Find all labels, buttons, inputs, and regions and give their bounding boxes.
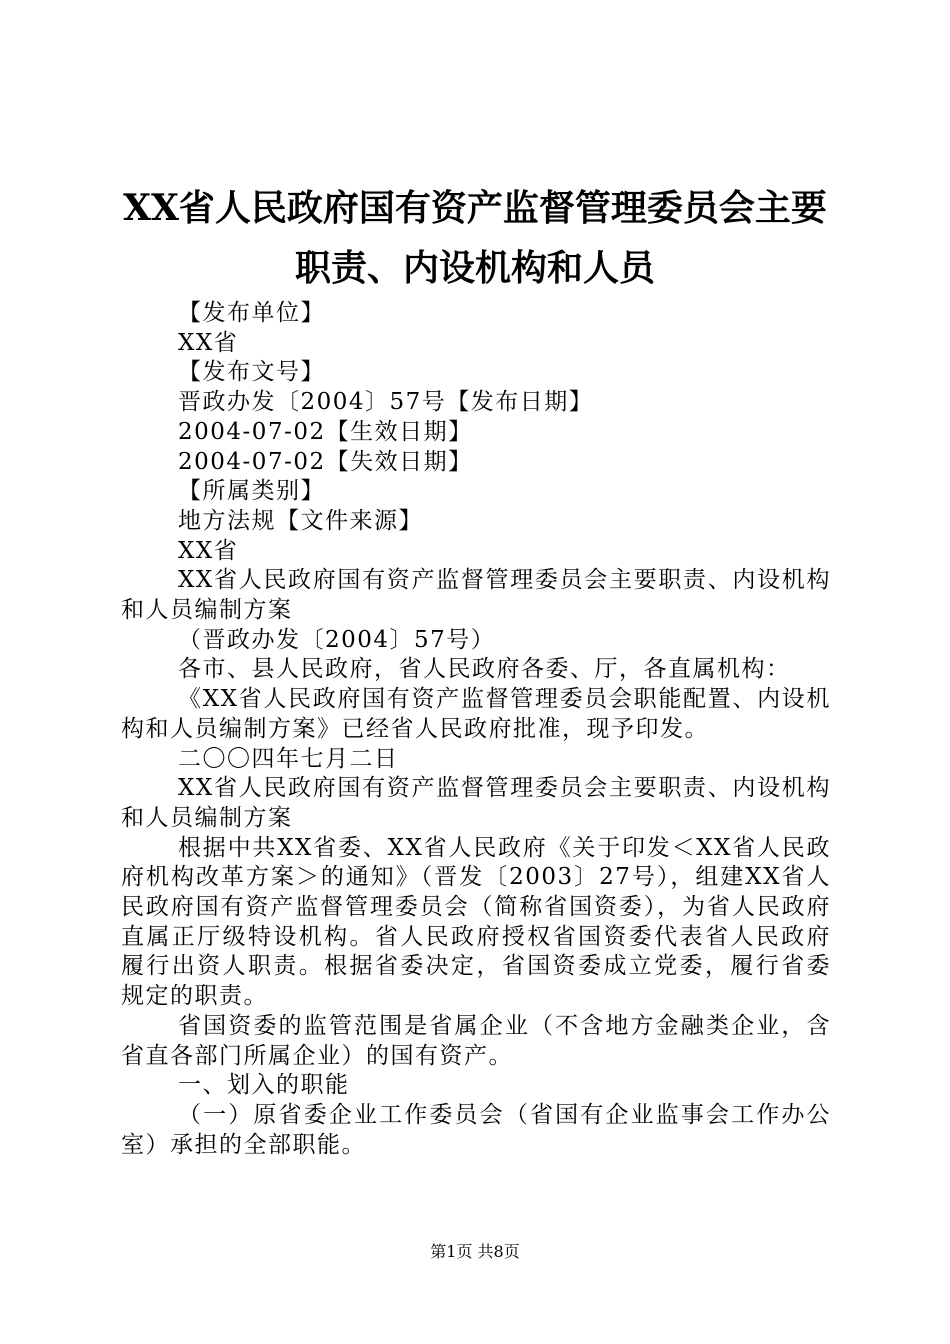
- page-footer: 第1页 共8页: [430, 1242, 520, 1261]
- document-body: [121, 299, 831, 1160]
- paragraph-source-value: XX省: [178, 537, 239, 564]
- paragraph-section-heading: 一、划入的职能: [178, 1072, 350, 1099]
- paragraph-basis: 根据中共XX省委、XX省人民政府《关于印发＜XX省人民政府机构改革方案＞的通知》（晋发〔2003〕27号），组建XX省人民政府国有资产监督管理委员会（简称省国资委），为省人民政府直属正厅级特设机构。省人民政府授权省国资委代表省人民政府履行出资人职责。根据省委决定，省国资委成立党委，履行省委规定的职责。: [121, 834, 831, 1010]
- paragraph-plan-title: XX省人民政府国有资产监督管理委员会主要职责、内设机构和人员编制方案: [121, 567, 831, 624]
- paragraph-publisher-value: XX省: [178, 329, 239, 356]
- paragraph-date: 二〇〇四年七月二日: [178, 745, 399, 772]
- paragraph-doc-number-label: 【发布文号】: [178, 359, 325, 386]
- paragraph-doc-number-ref: （晋政办发〔2004〕57号）: [178, 626, 496, 653]
- paragraph-publisher-label: 【发布单位】: [178, 300, 325, 326]
- paragraph-notice: 《XX省人民政府国有资产监督管理委员会职能配置、内设机构和人员编制方案》已经省人民政府批准，现予印发。: [121, 686, 831, 742]
- paragraph-addressee: 各市、县人民政府，省人民政府各委、厅，各直属机构：: [178, 656, 791, 683]
- document-title-line-1: XX省人民政府国有资产监督管理委员会主要: [123, 187, 827, 229]
- paragraph-publish-date: 2004-07-02【生效日期】: [178, 418, 473, 445]
- document-title-line-2: 职责、内设机构和人员: [294, 247, 655, 289]
- paragraph-plan-title-2: XX省人民政府国有资产监督管理委员会主要职责、内设机构和人员编制方案: [121, 775, 831, 831]
- paragraph-item-1: （一）原省委企业工作委员会（省国有企业监事会工作办公室）承担的全部职能。: [121, 1101, 831, 1158]
- paragraph-category-label: 【所属类别】: [178, 478, 325, 505]
- paragraph-doc-number-value: 晋政办发〔2004〕57号【发布日期】: [178, 389, 594, 416]
- paragraph-scope: 省国资委的监管范围是省属企业（不含地方金融类企业，含省直各部门所属企业）的国有资产。: [121, 1012, 831, 1069]
- paragraph-category-value: 地方法规【文件来源】: [178, 507, 423, 534]
- paragraph-effective-date: 2004-07-02【失效日期】: [178, 448, 473, 475]
